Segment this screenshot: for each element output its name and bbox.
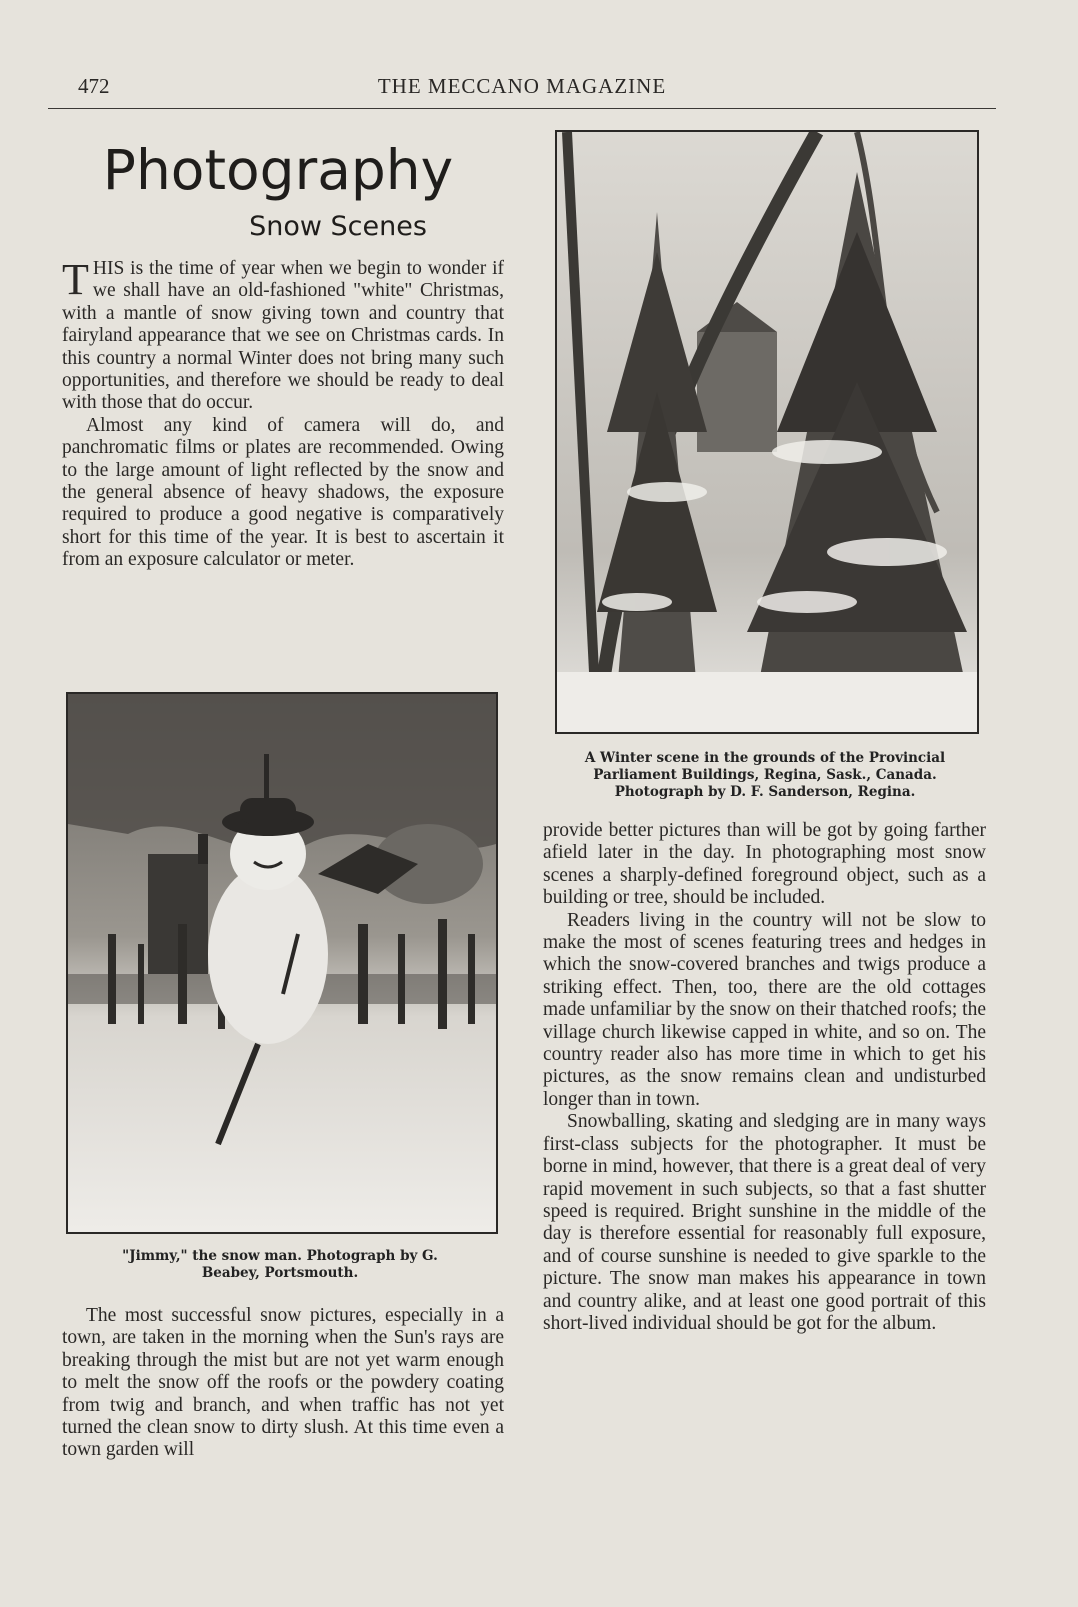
page-number: 472: [78, 74, 110, 98]
page-header: [48, 72, 996, 109]
snowman-illustration: [68, 694, 496, 1232]
drop-cap: T: [62, 255, 89, 304]
winter-scene-illustration: [557, 132, 977, 732]
winter-scene-caption: A Winter scene in the grounds of the Provincial Parliament Buildings, Regina, Sask., Canada. Photograph by D. F. Sanderson, Regina.: [584, 750, 946, 800]
paragraph-morning: The most successful snow pictures, especially in a town, are taken in the morning when the Sun's rays are breaking through the mist but are not yet warm enough to melt the snow off the roofs or the powdery coating from twig and branch, and when traffic has not yet turned the clean snow to dirty slush. At this time even a town garden will: [62, 1305, 504, 1461]
article-subtitle: Snow Scenes: [249, 211, 427, 242]
snowman-photo: [66, 692, 498, 1234]
winter-scene-photo: [555, 130, 979, 734]
snowman-caption: "Jimmy," the snow man. Photograph by G. Beabey, Portsmouth.: [122, 1248, 438, 1281]
paragraph-country: Readers living in the country will not be slow to make the most of scenes featuring trees and hedges in which the snow-covered branches and twigs produce a striking effect. Then, too, there are the old cottages made unfamiliar by the snow on their thatched roofs; the village church likewise capped in white, and so on. The country reader also has more time in which to get his pictures, as the snow remains clean and undisturbed longer than in town.: [543, 909, 986, 1110]
paragraph-morning-continued: provide better pictures than will be got by going farther afield later in the day. In photographing most snow scenes a sharply-defined foreground object, such as a building or tree, should be included.: [543, 820, 986, 909]
intro-paragraph: THIS is the time of year when we begin to wonder if we shall have an old-fashioned "white" Christmas, with a mantle of snow giving town and country that fairyland appearance that we see on Christmas cards. In this country a normal Winter does not bring many such opportunities, and therefore we should be ready to deal with those that do occur.: [62, 255, 504, 414]
paragraph-snowballing: Snowballing, skating and sledging are in many ways first-class subjects for the photographer. It must be borne in mind, however, that there is a great deal of very rapid movement in such subjects, so that a fast shutter speed is required. Bright sunshine in the middle of the day is therefore essential for reasonably full exposure, and of course sunshine is needed to give sparkle to the picture. The snow man makes his appearance in town and country alike, and at least one good portrait of this short-lived individual should be got for the album.: [543, 1111, 986, 1334]
left-column-upper-text: [62, 255, 504, 572]
left-column-lower-text: [62, 1305, 504, 1462]
paragraph-camera: Almost any kind of camera will do, and panchromatic films or plates are recommended. Owing to the large amount of light reflected by the snow and the general absence of heavy shadows, the exposure required to produce a good negative is comparatively short for this time of the year. It is best to ascertain it from an exposure calculator or meter.: [62, 414, 504, 571]
magazine-title: THE MECCANO MAGAZINE: [377, 74, 667, 98]
article-title: Photography: [102, 138, 454, 202]
right-column-text: [543, 820, 986, 1335]
